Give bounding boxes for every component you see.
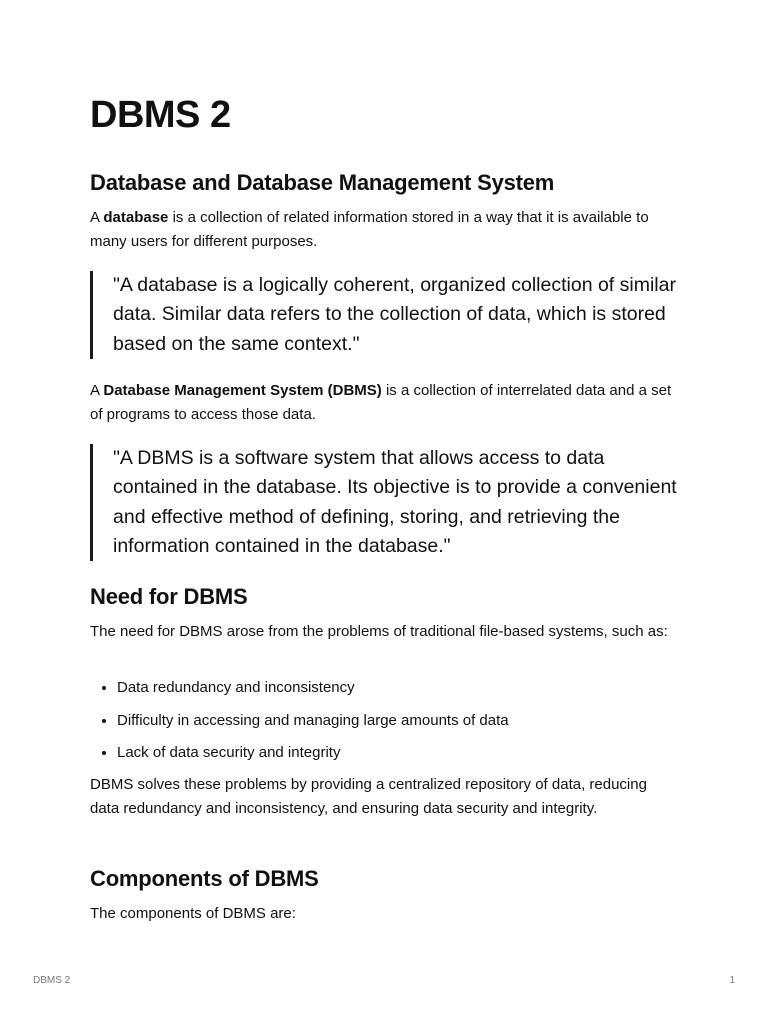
need-summary-paragraph: DBMS solves these problems by providing a centralized repository of data, reducing data redundancy and inconsistency, and ensuring data security and integrity.: [90, 776, 647, 817]
page-title: DBMS 2: [90, 94, 231, 136]
footer-page-number: 1: [729, 975, 735, 986]
database-definition-paragraph: [90, 206, 680, 253]
term-dbms: Database Management System (DBMS): [103, 382, 382, 399]
components-intro-paragraph: The components of DBMS are:: [90, 905, 296, 922]
need-intro-paragraph: The need for DBMS arose from the problems of traditional file-based systems, such as:: [90, 623, 668, 640]
paragraph-text: A: [90, 382, 104, 399]
term-database: database: [103, 209, 169, 226]
list-item: • Lack of data security and integrity: [117, 742, 680, 764]
dbms-definition-paragraph: [90, 379, 680, 426]
section-heading-need: Need for DBMS: [90, 584, 248, 609]
dbms-quote: "A DBMS is a software system that allows access to data contained in the database. Its objective is to provide a convenient and effective method of defining, storing, and retrieving the information contained in the database.": [90, 444, 678, 561]
database-quote: "A database is a logically coherent, organized collection of similar data. Similar data refers to the collection of data, which is stored based on the same context.": [90, 271, 678, 359]
paragraph-text: A: [90, 209, 104, 226]
list-item: • Difficulty in accessing and managing large amounts of data: [117, 710, 680, 732]
paragraph-text: is a collection of related information stored in a way that it is available to many users for different purposes.: [90, 209, 649, 250]
problems-list: [90, 677, 680, 775]
section-heading-components: Components of DBMS: [90, 866, 319, 891]
paragraph-text: is a collection of interrelated data and a set of programs to access those data.: [90, 382, 672, 423]
footer-document-name: DBMS 2: [33, 975, 71, 986]
section-heading-database: Database and Database Management System: [90, 170, 555, 195]
list-item: • Data redundancy and inconsistency: [117, 677, 680, 699]
